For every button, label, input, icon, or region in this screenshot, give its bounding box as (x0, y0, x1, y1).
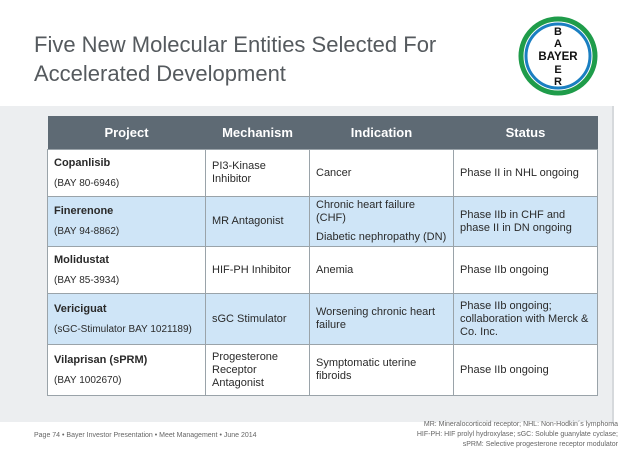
project-code: (BAY 94-8862) (54, 226, 120, 237)
indication-cell (310, 294, 454, 345)
logo-letter-a: A (554, 38, 562, 50)
table-row (48, 294, 598, 345)
mechanism-cell: PI3-Kinase Inhibitor (206, 150, 310, 197)
project-name: Molidustat (54, 253, 109, 266)
indication-text: Diabetic nephropathy (DN) (316, 231, 447, 243)
status-cell: Phase IIb ongoing; collaboration with Merck & Co. Inc. (454, 294, 598, 345)
status-cell: Phase IIb ongoing (454, 345, 598, 396)
logo-word: BAYER (538, 51, 578, 63)
header-status: Status (454, 116, 598, 150)
footnote-line: MR: Mineralocorticoid receptor; NHL: Non-Hodkin´s lymphoma (423, 421, 618, 428)
abbreviations-footnote (318, 420, 618, 450)
project-name: Vericiguat (54, 302, 107, 315)
table-row (48, 345, 598, 396)
project-cell (48, 247, 206, 294)
footnote-line: HIF-PH: HIF prolyl hydroxylase; sGC: Soluble guanylate cyclase; (416, 431, 618, 438)
table-row (48, 247, 598, 294)
table-header-row (48, 116, 598, 150)
bayer-cross-logo-icon (518, 16, 598, 96)
indication-text: Worsening chronic heart failure (316, 306, 436, 331)
mechanism-cell: sGC Stimulator (206, 294, 310, 345)
slide-title-line-1: Five New Molecular Entities Selected For (34, 32, 437, 57)
footnote-line: sPRM: Selective progesterone receptor modulator (462, 441, 618, 448)
header-indication: Indication (310, 116, 454, 150)
project-cell (48, 150, 206, 197)
indication-cell (310, 345, 454, 396)
project-code: (BAY 80-6946) (54, 177, 120, 189)
mechanism-cell: MR Antagonist (206, 197, 310, 247)
indication-cell (310, 150, 454, 197)
indication-cell (310, 197, 454, 247)
logo-letter-b: B (554, 26, 562, 38)
logo-letter-e: E (554, 64, 562, 76)
indication-text: Symptomatic uterine fibroids (316, 357, 417, 382)
panel-divider (612, 106, 614, 424)
indication-cell (310, 247, 454, 294)
table-row (48, 150, 598, 197)
project-code: (BAY 85-3934) (54, 274, 120, 286)
header-mechanism: Mechanism (206, 116, 310, 150)
table-row (48, 197, 598, 247)
mechanism-cell: HIF-PH Inhibitor (206, 247, 310, 294)
pipeline-table (47, 116, 598, 396)
project-name: Finerenone (54, 205, 114, 217)
project-name: Vilaprisan (sPRM) (54, 353, 148, 366)
slide-title (34, 30, 504, 88)
indication-text: Cancer (316, 166, 352, 179)
project-code: (sGC-Stimulator BAY 1021189) (54, 323, 192, 335)
project-cell (48, 345, 206, 396)
logo-letter-r: R (554, 76, 562, 88)
mechanism-cell: Progesterone Receptor Antagonist (206, 345, 310, 396)
status-cell: Phase IIb ongoing (454, 247, 598, 294)
header-project: Project (48, 116, 206, 150)
slide-title-line-2: Accelerated Development (34, 61, 286, 86)
page-footer: Page 74 • Bayer Investor Presentation • Meet Management • June 2014 (34, 432, 257, 439)
status-cell: Phase IIb in CHF and phase II in DN ongoing (454, 197, 598, 247)
project-code: (BAY 1002670) (54, 374, 122, 386)
status-cell: Phase II in NHL ongoing (454, 150, 598, 197)
indication-text: Chronic heart failure (CHF) (316, 199, 416, 224)
project-cell (48, 197, 206, 247)
project-name: Copanlisib (54, 156, 111, 169)
indication-text: Anemia (316, 263, 354, 276)
project-cell (48, 294, 206, 345)
